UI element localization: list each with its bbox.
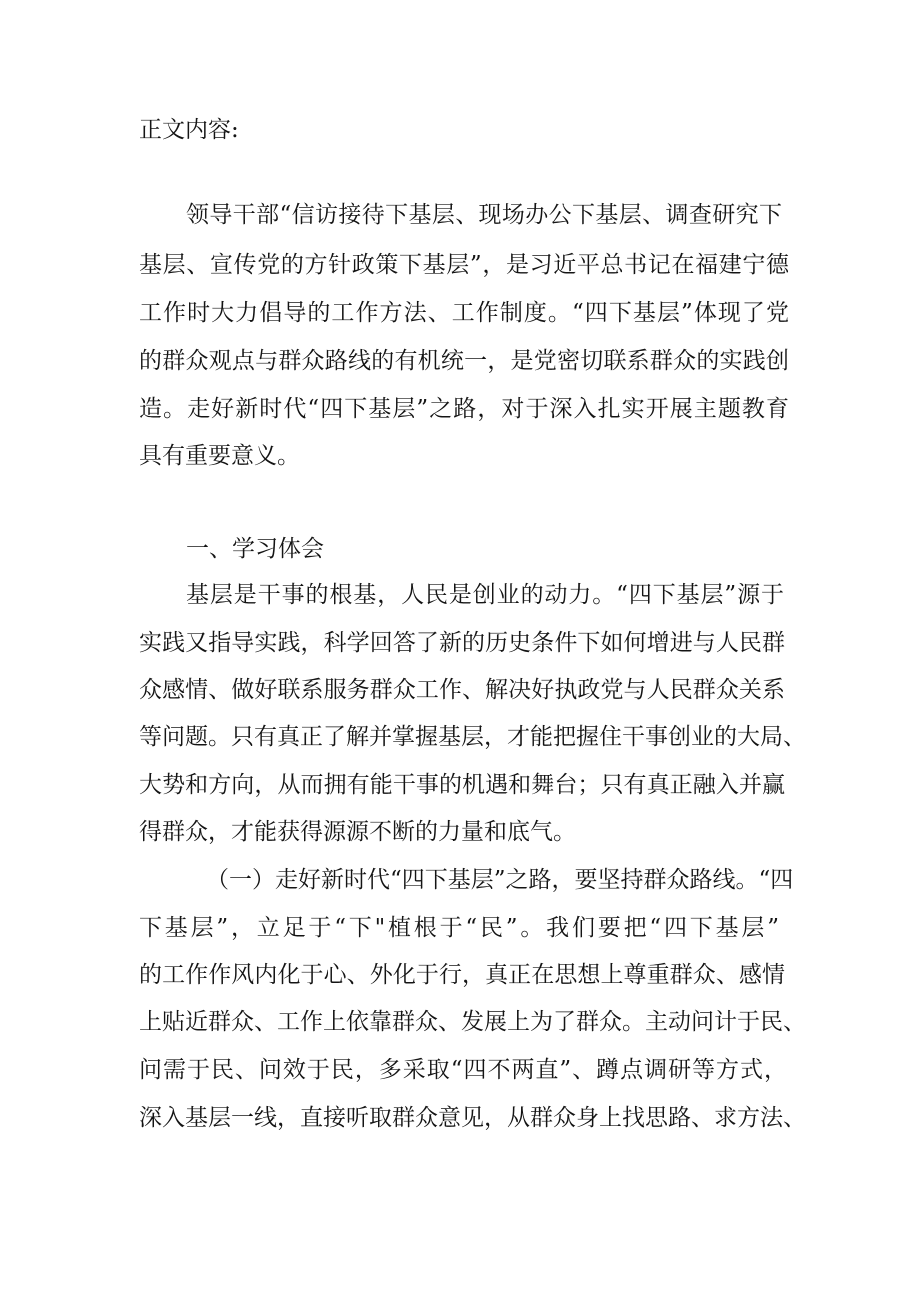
paragraph-line: 众感情、做好联系服务群众工作、解决好执政党与人民群众关系 xyxy=(139,677,785,703)
subsection-line: 深入基层一线，直接听取群众意见，从群众身上找思路、求方法、 xyxy=(139,1105,806,1131)
intro-line: 领导干部“信访接待下基层、现场办公下基层、调查研究下 xyxy=(186,202,782,228)
paragraph-line: 得群众，才能获得源源不断的力量和底气。 xyxy=(139,819,576,845)
subsection-line: （一）走好新时代“四下基层”之路，要坚持群众路线。“四 xyxy=(206,867,794,893)
intro-line: 具有重要意义。 xyxy=(139,443,300,469)
paragraph-line: 大势和方向，从而拥有能干事的机遇和舞台；只有真正融入并赢 xyxy=(139,772,785,798)
intro-line: 工作时大力倡导的工作方法、工作制度。“四下基层”体现了党 xyxy=(139,300,789,326)
intro-line: 基层、宣传党的方针政策下基层”，是习近平总书记在福建宁德 xyxy=(139,252,789,278)
subsection-line: 上贴近群众、工作上依靠群众、发展上为了群众。主动问计于民、 xyxy=(139,1009,806,1035)
subsection-line: 的工作作风内化于心、外化于行，真正在思想上尊重群众、感情 xyxy=(139,962,785,988)
intro-line: 的群众观点与群众路线的有机统一，是党密切联系群众的实践创 xyxy=(139,348,789,374)
subsection-line: 问需于民、问效于民，多采取“四不两直”、蹲点调研等方式， xyxy=(139,1057,787,1083)
intro-line: 造。走好新时代“四下基层”之路，对于深入扎实开展主题教育 xyxy=(139,396,789,422)
paragraph-line: 实践又指导实践，科学回答了新的历史条件下如何增进与人民群 xyxy=(139,630,785,656)
paragraph-line: 基层是干事的根基，人民是创业的动力。“四下基层”源于 xyxy=(186,582,784,608)
section-heading: 一、学习体会 xyxy=(186,536,324,562)
document-header: 正文内容: xyxy=(139,117,239,143)
paragraph-line: 等问题。只有真正了解并掌握基层，才能把握住干事创业的大局、 xyxy=(139,724,806,750)
subsection-line: 下基层”，立足于“下"植根于“民”。我们要把“四下基层” xyxy=(139,915,779,941)
